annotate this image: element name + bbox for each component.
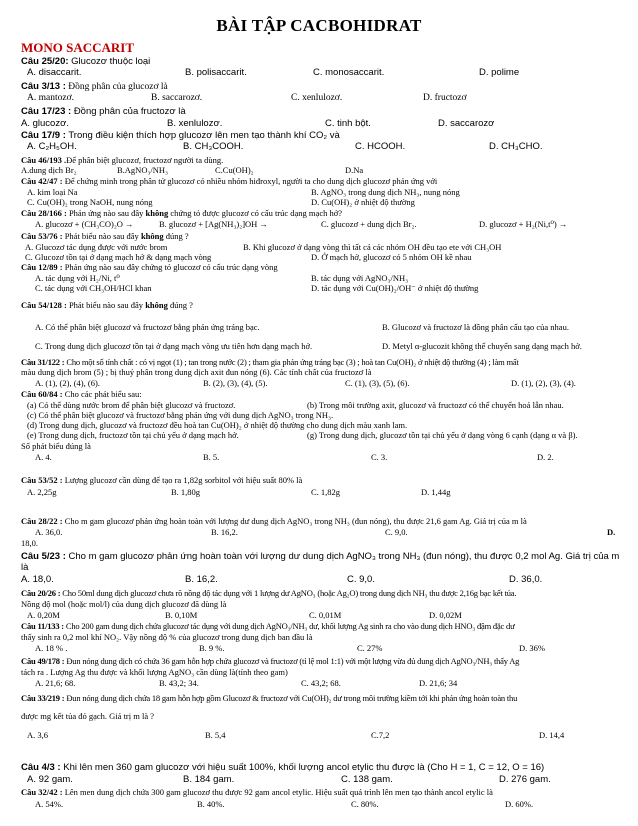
option-b: B. 184 gam. bbox=[183, 774, 235, 785]
option-d: D. polime bbox=[479, 67, 520, 78]
question-text: Đồng phân của fructozơ là bbox=[73, 106, 186, 117]
question-label: Câu 11/133 : bbox=[21, 621, 64, 631]
option-a: A. Có thể phân biệt glucozơ và fructozơ bằng phản ứng tráng bạc. bbox=[35, 322, 260, 332]
option-a: A. 3,6 bbox=[27, 730, 49, 740]
option-a: A. kim loại Na bbox=[27, 187, 78, 197]
option-b: B. Khi glucozơ ở dạng vòng thì tất cả các nhóm OH đều tạo ete với CH₃OH bbox=[243, 242, 502, 252]
question-label: Câu 32/42 : bbox=[21, 787, 63, 797]
statement-e: (e) Trong dung dịch, fructozơ tồn tại chủ yếu ở dạng mạch hở. bbox=[27, 430, 239, 440]
question-label: Câu 33/219 : bbox=[21, 693, 65, 703]
option-b: B. 5,4 bbox=[205, 730, 226, 740]
question-20 bbox=[21, 762, 621, 774]
question-label: Câu 53/52 : bbox=[21, 475, 63, 485]
option-c: C. 138 gam. bbox=[341, 774, 393, 785]
question-label: Câu 28/166 : bbox=[21, 208, 67, 218]
question-text: Đồng phân của glucozơ là bbox=[68, 82, 168, 92]
question-text: Phản ứng nào sau đây bbox=[68, 208, 144, 218]
option-d: D. Ở mạch hở, glucozơ có 5 nhóm OH kề nhau bbox=[311, 252, 472, 262]
question-text: Cho 200 gam dung dịch chứa glucozơ tác dụng với dung dịch AgNO₃/NH₃ dư, khối lượng Ag sinh ra cho vào dung dịch HNO₃ đậm đặc dư bbox=[65, 621, 515, 631]
question-text: Để phân biệt glucozơ, fructozơ người ta dùng. bbox=[66, 155, 224, 165]
question-label: Câu 46/193 . bbox=[21, 155, 67, 165]
question-text-end: đúng ? bbox=[170, 300, 193, 310]
option-b: B. (2), (3), (4), (5). bbox=[203, 378, 268, 388]
question-label: Câu 20/26 : bbox=[21, 588, 61, 598]
question-text-end: đúng ? bbox=[165, 231, 189, 241]
question-text: Phát biểu nào sau đây bbox=[64, 231, 139, 241]
option-d: D. (1), (2), (3), (4). bbox=[511, 378, 576, 388]
option-c: C. (1), (3), (5), (6). bbox=[345, 378, 410, 388]
question-text: Lượng glucozơ cần dùng để tạo ra 1,82g sorbitol với hiệu suất 80% là bbox=[64, 475, 303, 485]
option-c: C. 1,82g bbox=[311, 487, 341, 497]
option-d: D. glucozơ + H₂(Ni,t⁰) → bbox=[479, 219, 568, 229]
question-19 bbox=[21, 692, 621, 704]
option-c: C. monosaccarit. bbox=[313, 67, 385, 78]
option-b: B. glucozơ + [Ag(NH₃)₂]OH → bbox=[159, 219, 268, 229]
option-c: C.7,2 bbox=[371, 730, 390, 740]
question-15-cont: là bbox=[21, 562, 29, 573]
option-a: A. glucozơ + (CH₃CO)₂O → bbox=[35, 219, 134, 229]
question-14-option-d-value: 18,0. bbox=[21, 538, 38, 548]
option-b: B. polisaccarit. bbox=[185, 67, 247, 78]
question-text: Glucozơ thuộc loại bbox=[71, 56, 151, 67]
option-c: C. HCOOH. bbox=[355, 141, 406, 152]
option-d: D. 60%. bbox=[505, 799, 534, 809]
option-d: D. 0,02M bbox=[429, 610, 462, 620]
question-label: Câu 12/89 : bbox=[21, 262, 63, 272]
option-b: B. 5. bbox=[203, 452, 220, 462]
question-17-cont: thấy sinh ra 0,2 mol khí NO₂. Vậy nồng độ % của glucozơ trong dung dịch ban đầu là bbox=[21, 632, 313, 642]
question-13 bbox=[21, 474, 621, 486]
option-d: D. 1,44g bbox=[421, 487, 451, 497]
option-a: A. 0,20M bbox=[27, 610, 60, 620]
option-c: C. 27% bbox=[357, 643, 383, 653]
option-b: B. tác dụng với AgNO₃/NH₃ bbox=[311, 273, 409, 283]
option-a: A. 21,6; 68. bbox=[35, 678, 76, 688]
question-label: Câu 42/47 : bbox=[21, 176, 63, 186]
option-b: B. CH₃COOH. bbox=[183, 141, 244, 152]
option-a: A. 4. bbox=[35, 452, 52, 462]
question-label: Câu 49/178 : bbox=[21, 656, 65, 666]
question-text: Khi lên men 360 gam glucozơ với hiệu suất 100%, khối lượng ancol etylic thu được là (Cho H = 1, C = 12, O = 16) bbox=[63, 762, 545, 773]
question-emphasis: không bbox=[145, 300, 168, 310]
question-3 bbox=[21, 106, 621, 118]
option-b: B. Glucozơ và fructozơ là đồng phân cấu tạo của nhau. bbox=[382, 322, 569, 332]
option-b: B. 43,2; 34. bbox=[159, 678, 199, 688]
option-c: C. 0,01M bbox=[309, 610, 342, 620]
question-emphasis: không bbox=[145, 208, 169, 218]
option-a: A. glucozơ. bbox=[21, 118, 69, 129]
question-5 bbox=[21, 154, 621, 166]
option-d: D. 276 gam. bbox=[499, 774, 551, 785]
option-b: B. 1,80g bbox=[171, 487, 201, 497]
option-b: B. 40%. bbox=[197, 799, 225, 809]
page-title: BÀI TẬP CACBOHIDRAT bbox=[216, 16, 422, 35]
question-text: Cho một số tính chất : có vị ngọt (1) ; tan trong nước (2) ; tham gia phản ứng tráng bạc (3) ; hoà tan Cu(OH)₂ ở nhiệt độ thường (4) ; làm mất bbox=[66, 357, 519, 367]
question-label: Câu 60/84 : bbox=[21, 389, 63, 399]
option-d: D. CH₃CHO. bbox=[489, 141, 543, 152]
option-d: D. fructozơ bbox=[423, 93, 467, 103]
question-text: Cho 50ml dung dịch glucozơ chưa rõ nồng độ tác dụng với 1 lượng dư AgNO₃ (hoặc Ag₂O) trong dung dịch NH₃ thu được 2,16g bạc kết tủa. bbox=[62, 588, 517, 598]
question-label: Câu 5/23 : bbox=[21, 551, 66, 562]
option-a: A. (1), (2), (4), (6). bbox=[35, 378, 100, 388]
option-b: B. 0,10M bbox=[165, 610, 198, 620]
question-text: Trong điều kiện thích hợp glucozơ lên men tạo thành khí CO₂ và bbox=[68, 130, 340, 141]
question-label: Câu 54/128 : bbox=[21, 300, 67, 310]
option-b: B. 16,2. bbox=[185, 574, 218, 585]
option-c: C. tinh bột. bbox=[325, 118, 371, 129]
option-c: C. Cu(OH)₂ trong NaOH, nung nóng bbox=[27, 197, 153, 207]
option-d: D. bbox=[607, 527, 616, 537]
option-d: D. tác dụng với Cu(OH)₂/OH⁻ ở nhiệt độ thường bbox=[311, 283, 479, 293]
question-label: Câu 3/13 : bbox=[21, 81, 66, 92]
option-a: A. disaccarit. bbox=[27, 67, 82, 78]
question-text-end: chứng tỏ được glucozơ có cấu trúc dạng mạch hở? bbox=[170, 208, 342, 218]
option-a: A. tác dụng với H₂/Ni, t⁰ bbox=[35, 273, 120, 283]
question-text: Lên men dung dịch chứa 300 gam glucozơ thu được 92 gam ancol etylic. Hiệu suất quá trình lên men tạo thành ancol etylic là bbox=[64, 787, 493, 797]
option-a: A.dung dịch Br₂ bbox=[21, 165, 77, 175]
option-b: B. 9 %. bbox=[199, 643, 225, 653]
option-c: C. Glucozơ tồn tại ở dạng mạch hở & dạng mạch vòng bbox=[25, 252, 212, 262]
question-label: Câu 17/9 : bbox=[21, 130, 66, 141]
option-d: D. 14,4 bbox=[539, 730, 565, 740]
option-d: D. Cu(OH)₂ ở nhiệt độ thường bbox=[311, 197, 415, 207]
question-12-tail: Số phát biểu đúng là bbox=[21, 441, 91, 451]
statement-b: (b) Trong môi trường axit, glucozơ và fructozơ có thể chuyển hoá lẫn nhau. bbox=[307, 400, 564, 410]
option-c: C. 9,0. bbox=[347, 574, 375, 585]
option-b: B.AgNO₃/NH₃ bbox=[117, 165, 169, 175]
question-18-cont: tách ra . Lượng Ag thu được và khối lượng AgNO₃ cần dùng là(tính theo gam) bbox=[21, 667, 288, 677]
statement-d-text: (d) Trong dung dịch, glucozơ và fructozơ đều hoà tan Cu(OH)₂ ở nhiệt độ thường cho dung dịch màu xanh lam. bbox=[27, 420, 408, 430]
question-text: Cho các phát biểu sau: bbox=[64, 389, 142, 399]
statement-a: (a) Có thể dùng nước brom để phân biệt glucozơ và fructozơ. bbox=[27, 400, 236, 410]
statement-g: (g) Trong dung dịch, glucozơ tồn tại chủ yếu ở dạng vòng 6 cạnh (dạng α và β). bbox=[307, 430, 578, 440]
option-c: C. 80%. bbox=[351, 799, 379, 809]
question-14 bbox=[21, 515, 621, 527]
option-d: D. 36% bbox=[519, 643, 545, 653]
option-d: D. Metyl α-glucozit không thể chuyển sang dạng mạch hở. bbox=[382, 341, 582, 351]
question-label: Câu 25/20: bbox=[21, 56, 69, 67]
option-c: C. glucozơ + dung dịch Br₂. bbox=[321, 219, 417, 229]
option-a: A. 36,0. bbox=[35, 527, 63, 537]
option-b: B. saccarozơ. bbox=[151, 93, 203, 103]
question-16-cont: Nồng độ mol (hoặc mol/l) của dung dịch glucozơ đã dùng là bbox=[21, 599, 227, 609]
option-c: C.Cu(OH)₂ bbox=[215, 165, 254, 175]
question-text: Phản ứng nào sau đây chứng tỏ glucozơ có cấu trúc dạng vòng bbox=[64, 262, 278, 272]
question-text: Phát biểu nào sau đây bbox=[68, 300, 144, 310]
question-text: Cho m gam glucozơ phản ứng hoàn toàn với lượng dư dung dịch AgNO₃ trong NH₃ (đun nóng), thu được 0,2 mol Ag. Giá trị của m bbox=[68, 551, 620, 562]
option-a: A. 92 gam. bbox=[27, 774, 73, 785]
question-label: Câu 31/122 : bbox=[21, 357, 65, 367]
question-text: Cho m gam glucozơ phản ứng hoàn toàn với lượng dư dung dịch AgNO₃ trong NH₃ (đun nóng), thu được 21,6 gam Ag. Giá trị của m là bbox=[64, 516, 527, 526]
question-label: Câu 17/23 : bbox=[21, 106, 72, 117]
question-label: Câu 28/22 : bbox=[21, 516, 63, 526]
option-a: A. C₂H₅OH. bbox=[27, 141, 77, 152]
question-19-cont: được mg kết tủa đỏ gạch. Giá trị m là ? bbox=[21, 711, 155, 721]
question-21 bbox=[21, 786, 621, 798]
option-d: D. 21,6; 34 bbox=[419, 678, 458, 688]
question-emphasis: không bbox=[140, 231, 164, 241]
option-c: C. Trong dung dịch glucozơ tồn tại ở dạng mạch vòng ưu tiên hơn dạng mạch hở. bbox=[35, 341, 313, 351]
question-text: Để chứng minh trong phân tử glucozơ có nhiều nhóm hiđroxyl, người ta cho dung dịch glucozơ phản ứng với bbox=[64, 176, 438, 186]
option-a: A. 54%. bbox=[35, 799, 64, 809]
option-c: C. 3. bbox=[371, 452, 388, 462]
option-b: B. AgNO₃ trong dung dịch NH₃, nung nóng bbox=[311, 187, 460, 197]
option-a: A. 18,0. bbox=[21, 574, 54, 585]
option-c: C. xenlulozơ. bbox=[291, 93, 343, 103]
option-d: D.Na bbox=[345, 165, 364, 175]
option-b: B. xenlulozơ. bbox=[167, 118, 223, 129]
option-b: B. 16,2. bbox=[211, 527, 238, 537]
option-a: A. Glucozơ tác dụng được với nước brom bbox=[25, 242, 168, 252]
option-c: C. tác dụng với CH₃OH/HCl khan bbox=[35, 283, 152, 293]
question-10 bbox=[21, 299, 621, 311]
question-text: Đun nóng dung dịch có chứa 36 gam hỗn hợp chứa glucozơ và fructozơ (tỉ lệ mol 1:1) với một lượng vừa đủ dung dịch AgNO₃/NH₃ thấy Ag bbox=[66, 656, 520, 666]
option-a: A. 2,25g bbox=[27, 487, 57, 497]
option-a: A. 18 % . bbox=[35, 643, 68, 653]
question-label: Câu 53/76 : bbox=[21, 231, 63, 241]
option-d: D. 36,0. bbox=[509, 574, 543, 585]
option-d: D. 2. bbox=[537, 452, 554, 462]
statement-c-text: (c) Có thể phân biệt glucozơ và fructozơ bằng phản ứng với dung dịch AgNO₃ trong NH₃. bbox=[27, 410, 334, 420]
question-text: Đun nóng dung dịch chứa 18 gam hỗn hợp gồm Glucozơ & fructozơ với Cu(OH)₂ dư trong môi trường kiềm tới khi phản ứng hoàn toàn thu bbox=[66, 693, 518, 703]
option-c: C. 9,0. bbox=[385, 527, 408, 537]
option-d: D. saccarozơ bbox=[438, 118, 495, 129]
question-11-cont: màu dung dịch brom (5) ; bị thuỷ phân trong dung dịch axit đun nóng (6). Các tính chất của fructozơ là bbox=[21, 367, 372, 377]
question-label: Câu 4/3 : bbox=[21, 762, 61, 773]
option-c: C. 43,2; 68. bbox=[301, 678, 341, 688]
section-heading: MONO SACCARIT bbox=[21, 40, 135, 55]
option-a: A. mantozơ. bbox=[27, 93, 74, 103]
